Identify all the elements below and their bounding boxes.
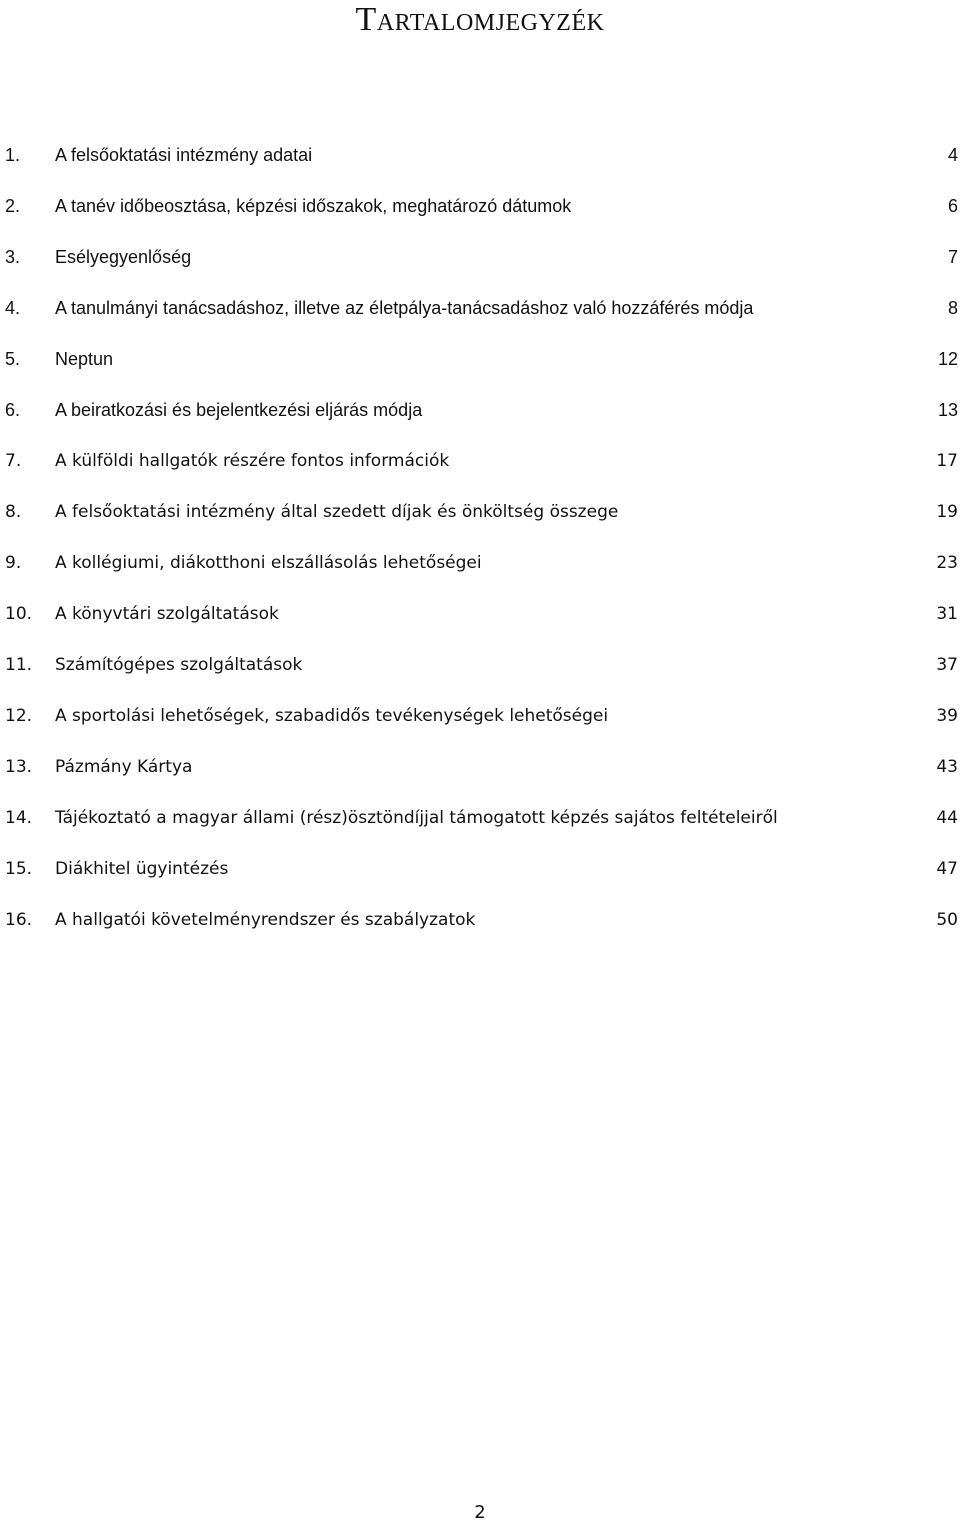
toc-entry-page: 44: [936, 808, 958, 828]
toc-entry[interactable]: [0, 130, 960, 181]
toc-entry-number: 14.: [5, 808, 33, 828]
toc-entry-title: Diákhitel ügyintézés: [55, 859, 229, 879]
page-title: Tartalomjegyzék: [355, 1, 605, 38]
toc-entry-number: 7.: [5, 451, 22, 471]
toc-entry-number: 12.: [5, 706, 33, 726]
toc-entry-title: Pázmány Kártya: [55, 757, 193, 777]
toc-entry-title: A külföldi hallgatók részére fontos információk: [55, 451, 450, 471]
toc-entry-title: A sportolási lehetőségek, szabadidős tevékenységek lehetőségei: [55, 706, 609, 726]
toc-entry[interactable]: [0, 589, 960, 640]
toc-entry[interactable]: [0, 385, 960, 436]
toc-entry[interactable]: [0, 181, 960, 232]
toc-entry-number: 13.: [5, 757, 33, 777]
toc-entry-page: 12: [937, 349, 958, 369]
toc-entry-title: A könyvtári szolgáltatások: [55, 604, 279, 624]
toc-entry-page: 6: [947, 196, 958, 216]
toc-entry[interactable]: [0, 436, 960, 487]
toc-entry[interactable]: [0, 844, 960, 895]
toc-entry-page: 31: [936, 604, 958, 624]
toc-entry-number: 3.: [5, 247, 21, 267]
toc-entry-title: A tanév időbeosztása, képzési időszakok, meghatározó dátumok: [55, 196, 572, 216]
toc-entry-page: 13: [937, 400, 958, 420]
toc-entry-page: 4: [947, 145, 958, 165]
toc-entry-title: A felsőoktatási intézmény adatai: [55, 145, 313, 165]
toc-entry-number: 5.: [5, 349, 21, 369]
toc-entry-number: 1.: [5, 145, 21, 165]
toc-entry-number: 11.: [5, 655, 33, 675]
toc-entry-title: Esélyegyenlőség: [55, 247, 192, 267]
toc-entry[interactable]: [0, 232, 960, 283]
toc-entry-number: 4.: [5, 298, 21, 318]
toc-entry-title: A tanulmányi tanácsadáshoz, illetve az életpálya-tanácsadáshoz való hozzáférés módja: [55, 298, 754, 318]
toc-entry-page: 8: [947, 298, 958, 318]
toc-entry-number: 10.: [5, 604, 33, 624]
toc-entry-page: 43: [936, 757, 958, 777]
toc-entry[interactable]: [0, 895, 960, 946]
toc-entry[interactable]: [0, 691, 960, 742]
toc-entry[interactable]: [0, 283, 960, 334]
toc-entry-page: 37: [936, 655, 958, 675]
page-number: 2: [474, 1502, 486, 1523]
toc-entry-page: 23: [936, 553, 958, 573]
toc-entry-page: 19: [936, 502, 958, 522]
toc-entry-number: 2.: [5, 196, 21, 216]
toc-entry-title: A felsőoktatási intézmény által szedett díjak és önköltség összege: [55, 502, 619, 522]
toc-entry-number: 9.: [5, 553, 22, 573]
toc-entry-title: Számítógépes szolgáltatások: [55, 655, 303, 675]
toc-entry[interactable]: [0, 487, 960, 538]
toc-entry-page: 50: [936, 910, 958, 930]
toc-entry[interactable]: [0, 334, 960, 385]
toc-entry[interactable]: [0, 742, 960, 793]
toc-entry-page: 17: [936, 451, 958, 471]
toc-entry-number: 15.: [5, 859, 33, 879]
toc-entry[interactable]: [0, 538, 960, 589]
toc-entry-number: 6.: [5, 400, 21, 420]
toc-entry-page: 39: [936, 706, 958, 726]
toc-entry-page: 7: [947, 247, 958, 267]
toc-entry-page: 47: [936, 859, 958, 879]
table-of-contents: [0, 130, 960, 946]
toc-entry[interactable]: [0, 793, 960, 844]
toc-entry-title: A hallgatói követelményrendszer és szabályzatok: [55, 910, 476, 930]
toc-entry-title: Neptun: [55, 349, 114, 369]
toc-entry-number: 16.: [5, 910, 33, 930]
toc-entry-title: A beiratkozási és bejelentkezési eljárás módja: [55, 400, 423, 420]
toc-entry-number: 8.: [5, 502, 22, 522]
toc-entry-title: A kollégiumi, diákotthoni elszállásolás lehetőségei: [55, 553, 482, 573]
toc-entry-title: Tájékoztató a magyar állami (rész)ösztöndíjjal támogatott képzés sajátos feltételeiről: [55, 808, 778, 828]
toc-entry[interactable]: [0, 640, 960, 691]
